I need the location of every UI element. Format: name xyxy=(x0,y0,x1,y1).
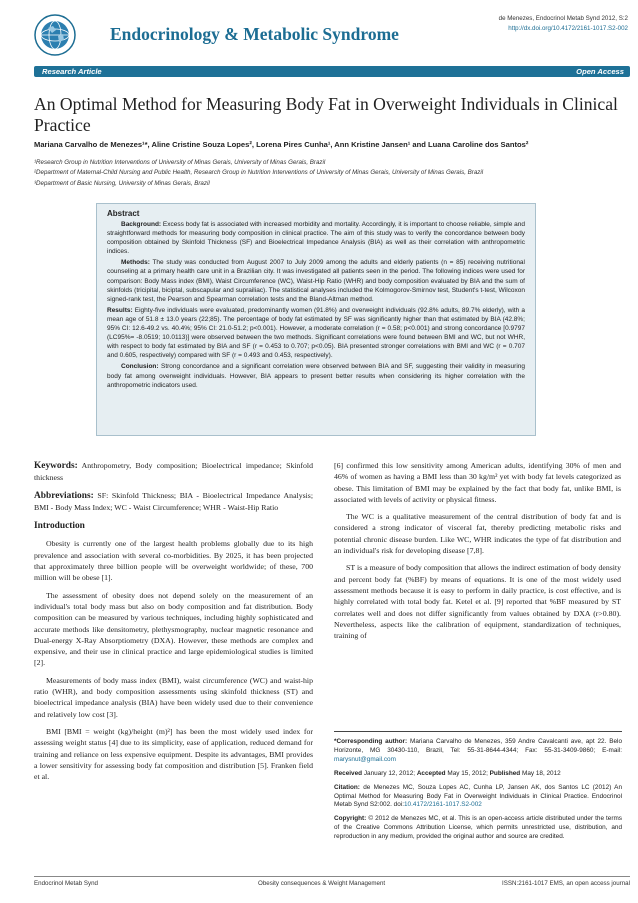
corresponding-author-box xyxy=(334,731,622,847)
page-footer xyxy=(34,876,630,889)
citation-doi-link[interactable]: 10.4172/2161-1017.S2-002 xyxy=(404,801,482,809)
article-type-bar xyxy=(34,66,630,77)
abstract-results: Results: Eighty-five individuals were evaluated, predominantly women (91.8%) and overweight individuals (92.8% adults, 89.7% elderly), with a mean age of 51.8 ± 13.0 years (22;85). The percentage of body fat estimated by SF was significantly higher than that estimated by BIA (42.8%; 95% CI: 12.6-49.2 vs. 40.4%; 95% CI: 21.0-51.2; p<0.001). However, a moderate correlation (r = 0.58; p<0.001) and strong concordance [0.9797 (LC95%= -8.0519; 10.0113)] were observed between the two methods. Significant correlations were found between BMI and WC, but not WHR, with respect to body fat estimated by BIA and SF (r = 0.453 to 0.707; p<0.05). BIA presented stronger correlations with BMI and WC (r = 0.707 and 0.605, respectively) compared with SF (r = 0.493 and 0.453, respectively). xyxy=(107,306,525,360)
open-access-label: Open Access xyxy=(576,67,624,76)
intro-paragraph-4: BMI [BMI = weight (kg)/height (m)²] has been the most widely used index for assessing weight status [4] due to its simplicity, ease of application, reduced demand for training and reliance on less expensive equipment. Despite its advantages, BMI provides a lower sensitivity for assessing body fat composition and distribution [5]. Franken field et al. xyxy=(34,726,313,782)
intro-paragraph-2: The assessment of obesity does not depend solely on the measurement of an individual's total body mass but also on body composition and fat distribution. Body composition can be measured by various techniques, including highly sophisticated and accurate methods like densitometry, plethysmography, nuclear magnetic resonance and Dual-energy X-Ray Absorptiometry (DXA). However, these methods are complex and expensive, and their use in clinical practice and large epidemiological studies is limited [2]. xyxy=(34,590,313,668)
article-citation: Citation: de Menezes MC, Souza Lopes AC, Cunha LP, Jansen AK, dos Santos LC (2012) An Optimal Method for Measuring Body Fat in Overweight Individuals in Clinical Practice. Endocrinol Metab Synd S2:002. doi:10.4172/2161-1017.S2-002 xyxy=(334,783,623,809)
abstract-box xyxy=(96,203,536,436)
article-dates: Received January 12, 2012; Accepted May 15, 2012; Published May 18, 2012 xyxy=(334,769,561,777)
footer-issue: Obesity consequences & Weight Management xyxy=(258,880,386,887)
body-paragraph-2: The WC is a qualitative measurement of the central distribution of body fat and is considered a strong indicator of visceral fat, thereby predicting metabolic risks and potential chronic disease burden. Like WC, WHR indicates the type of fat distribution and an individual's risk for developing disease [7,8]. xyxy=(334,512,621,556)
journal-title: Endocrinology & Metabolic Syndrome xyxy=(110,24,399,44)
body-paragraph-3: ST is a measure of body composition that allows the indirect estimation of body density and percent body fat (%BF) by means of equations. It is one of the most widely used assessment methods because it is easy to perform in daily practice, is cost effective, and is highly correlated with total body fat. Ketel et al. [9] reported that %BF measured by ST correlates well and does not differ significantly from values obtained by DXA (r>0.80). Nevertheless, aspects like the calibration of equipment, standardization of techniques, training of xyxy=(334,563,621,641)
left-column xyxy=(34,460,313,788)
abstract-methods: Methods: The study was conducted from August 2007 to July 2009 among the adults and elderly patients (n = 85) receiving nutritional counseling at a primary health care unit in a Brazilian city. It was investigated all patients seen in the period. The following indices were used for comparison: Body Mass index (BMI), Waist Circumference (WC), Waist-Hip Ratio (WHR) and body composition evaluated by BIA and the sum of skinfolds (tricipital, biciptal, subscapular and suprailiac). The statistical analyses included the Kolmogorov-Smirnov test, Student's t-test, Wilcoxon signed-rank test, the Pearson and Spearman correlation tests and the Bland-Altman method. xyxy=(107,259,525,303)
affiliations xyxy=(34,158,634,189)
affiliation-2: ²Department of Maternal-Child Nursing and Public Health, Research Group in Nutrition Interventions of University of Minas Gerais, University of Minas Gerais, Brazil xyxy=(34,169,484,177)
corresponding-author: *Corresponding author: Mariana Carvalho de Menezes, 359 Andre Cavalcanti ave, apt 22. Belo Horizonte, MG 30430-110, Brazil, Tel: 55-31-8644-4344; Fax: 55-31-3409-9860; E-mail: marysnut@gmail.com xyxy=(334,738,623,763)
journal-logo-icon xyxy=(34,14,76,56)
keywords: Keywords: Anthropometry, Body composition; Bioelectrical impedance; Skinfold thickness xyxy=(34,461,313,483)
abstract-heading: Abstract xyxy=(107,209,140,218)
header-doi-link[interactable]: http://dx.doi.org/10.4172/2161-1017.S2-002 xyxy=(508,25,628,32)
author-list: Mariana Carvalho de Menezes¹*, Aline Cristine Souza Lopes², Lorena Pires Cunha¹, Ann Kristine Jansen¹ and Luana Caroline dos Santos² xyxy=(34,140,529,149)
abstract-conclusion: Conclusion: Strong concordance and a significant correlation were observed between BIA and SF, suggesting their validity in measuring body fat among overweight individuals. However, BIA appears to present better results when considering its higher correlation with the anthropometric indicators used. xyxy=(107,363,525,389)
copyright-notice: Copyright: © 2012 de Menezes MC, et al. This is an open-access article distributed under the terms of the Creative Commons Attribution License, which permits unrestricted use, distribution, and reproduction in any medium, provided the original author and source are credited. xyxy=(334,815,623,841)
author-email-link[interactable]: marysnut@gmail.com xyxy=(334,755,396,763)
header-citation: de Menezes, Endocrinol Metab Synd 2012, S:2 xyxy=(498,15,628,22)
article-type-label: Research Article xyxy=(42,67,102,76)
body-paragraph-1: [6] confirmed this low sensitivity among American adults, identifying 30% of men and 46% of women as having a BMI less than 30 kg/m² yet with body fat levels categorized as obese. This limitation of BMI may be explained by the fact that body fat, unlike BMI, is associated with levels of activity or physical fitness. xyxy=(334,461,621,504)
introduction-heading: Introduction xyxy=(34,521,85,532)
intro-paragraph-3: Measurements of body mass index (BMI), waist circumference (WC) and waist-hip ratio (WHR), and body composition assessments using skinfold thickness (ST) and bioelectrical impedance analysis (BIA) have been widely used due to their convenience and relatively low cost [3]. xyxy=(34,675,313,719)
abstract-background: Background: Excess body fat is associated with increased morbidity and mortality. Accordingly, it is important to choose reliable, simple and straightforward methods for measuring body composition in clinical practice. The aim of this study was to verify the concordance between body composition obtained by Skinfold Thickness (SF) and Bioelectrical Impedance Analysis (BIA) as well as their correlation with anthropometric indices. xyxy=(107,221,525,256)
article-title: An Optimal Method for Measuring Body Fat in Overweight Individuals in Clinical Practice xyxy=(34,94,618,135)
abbreviations: Abbreviations: SF: Skinfold Thickness; BIA - Bioelectrical Impedance Analysis; BMI - Body Mass Index; WC - Waist Circumference; WHR - Waist-Hip Ratio xyxy=(34,490,313,512)
affiliation-3: ³Department of Basic Nursing, University of Minas Gerais, Brazil xyxy=(34,179,210,187)
right-column xyxy=(334,460,621,647)
intro-paragraph-1: Obesity is currently one of the largest health problems globally due to its high prevalence and association with several co-morbidities. By 2025, it has been projected that approximately three billion people will be overweight worldwide; of these, 700 million will be obese [1]. xyxy=(34,539,313,583)
affiliation-1: ¹Research Group in Nutrition Interventions of University of Minas Gerais, University of Minas Gerais, Brazil xyxy=(34,159,326,166)
footer-issn: ISSN:2161-1017 EMS, an open access journal xyxy=(502,880,630,887)
footer-journal: Endocrinol Metab Synd xyxy=(34,880,98,887)
